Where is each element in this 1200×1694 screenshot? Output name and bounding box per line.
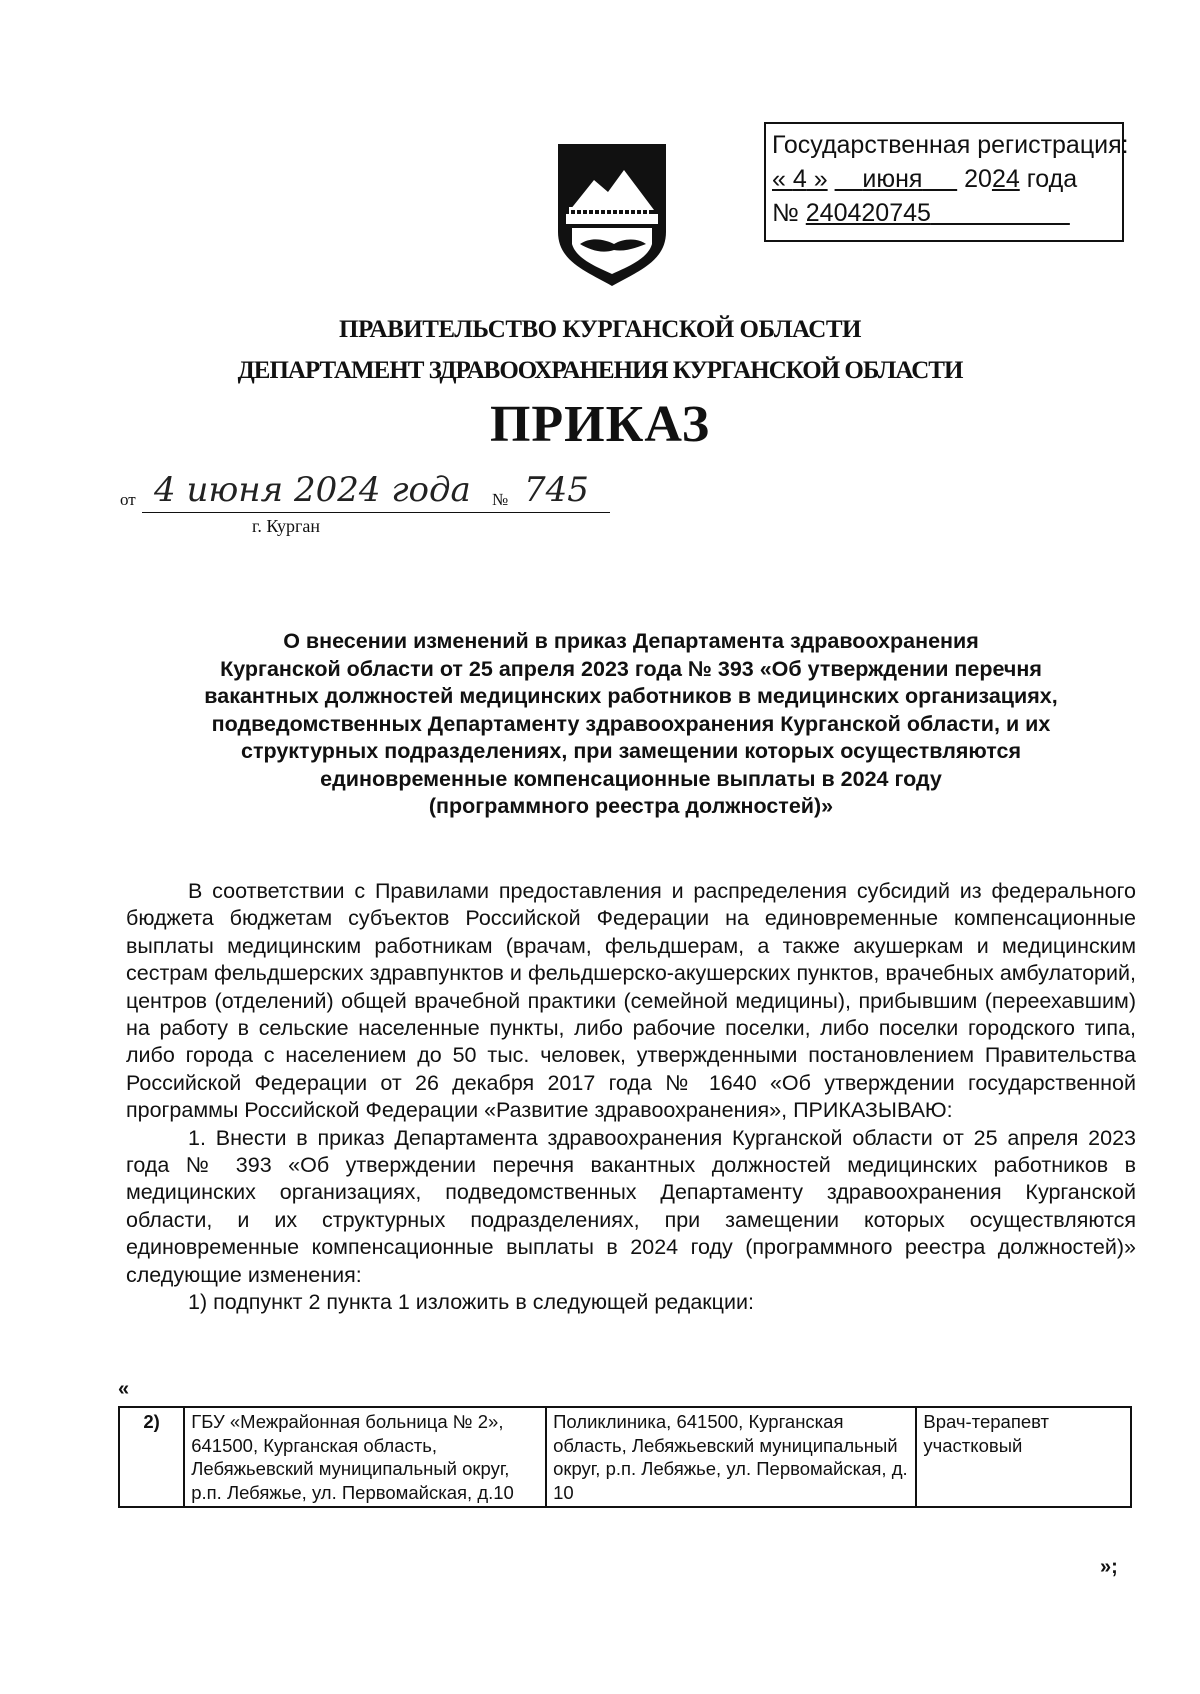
organization-cell: ГБУ «Межрайонная больница № 2», 641500, Курганская область, Лебяжьевский муниципальный округ, р.п. Лебяжье, ул. Первомайская, д.10 [184,1407,546,1507]
registration-number-line [772,196,1122,230]
registration-year-word: года [1026,165,1078,193]
coat-of-arms-icon [552,140,672,290]
preamble-paragraph: В соответствии с Правилами предоставления и распределения субсидий из федерального бюджета бюджетам субъектов Российской Федерации на единовременные компенсационные выплаты медицинским работникам (врачам, фельдшерам, а также акушеркам и медицинским сестрам фельдшерских здравпунктов и фельдшерско-акушерских пунктов, врачебных амбулаторий, центров (отделений) общей врачебной практики (семейной медицины), прибывшим (переехавшим) на работу в сельские населенные пункты, либо рабочие поселки, либо поселки городского типа, либо города с населением до 50 тыс. человек, утвержденными постановлением Правительства Российской Федерации от 26 декабря 2017 года № 1640 «Об утверждении государственной программы Российской Федерации «Развитие здравоохранения», ПРИКАЗЫВАЮ: [126,879,1136,1123]
registration-title: Государственная регистрация: [772,131,1129,159]
document-body [126,878,1136,1317]
positions-table [118,1406,1132,1508]
registration-number: 240420745 [805,199,931,227]
title-line: (программного реестра должностей)» [428,794,834,818]
registration-day: 4 [792,165,807,193]
registration-year-suffix: 24 [991,165,1020,193]
quote-close-mark: »; [1100,1556,1118,1578]
title-line: О внесении изменений в приказ Департамента здравоохранения [283,629,979,653]
order-city: г. Курган [252,516,321,536]
title-line: вакантных должностей медицинских работников в медицинских организациях, [204,684,1058,708]
order-date-handwritten: 4 июня 2024 года [154,470,471,510]
registration-year-prefix: 20 [964,165,992,193]
order-number-handwritten: 745 [524,470,589,510]
quote-open-mark: « [118,1378,130,1400]
row-number-cell: 2) [119,1407,184,1507]
order-date-number-line [120,470,610,516]
table-row [119,1407,1131,1507]
title-line: единовременные компенсационные выплаты в 2024 году [320,766,942,791]
document-title [126,628,1136,821]
order-number-label: № [492,490,509,509]
order-from-label: от [120,490,136,509]
position-cell: Врач-терапевт участковый [916,1407,1131,1507]
structural-unit-cell: Поликлиника, 641500, Курганская область, Лебяжьевский муниципальный округ, р.п. Лебяжье, ул. Первомайская, д. 10 [546,1407,916,1507]
registration-month: июня [862,165,923,193]
registration-date: « 4 » июня 2024 года [772,165,1078,193]
title-line: Курганской области от 25 апреля 2023 года № 393 «Об утверждении перечня [220,656,1042,681]
title-line: структурных подразделениях, при замещении которых осуществляются [241,739,1021,763]
department-heading: ДЕПАРТАМЕНТ ЗДРАВООХРАНЕНИЯ КУРГАНСКОЙ ОБЛАСТИ [237,357,963,384]
registration-stamp [764,122,1129,242]
order-line-underline [142,512,610,513]
registration-number-label: № [772,199,799,227]
document-type-heading: ПРИКАЗ [489,396,711,453]
subitem-1-paragraph: 1) подпункт 2 пункта 1 изложить в следующей редакции: [188,1290,754,1315]
government-heading: ПРАВИТЕЛЬСТВО КУРГАНСКОЙ ОБЛАСТИ [339,316,861,343]
item-1-paragraph: 1. Внести в приказ Департамента здравоохранения Курганской области от 25 апреля 2023 года № 393 «Об утверждении перечня вакантных должностей медицинских работников в медицинских организациях, подведомственных Департаменту здравоохранения Курганской области, и их структурных подразделениях, при замещении которых осуществляются единовременные компенсационные выплаты в 2024 году (программного реестра должностей)» следующие изменения: [126,1125,1136,1287]
title-line: подведомственных Департаменту здравоохранения Курганской области, и их [211,711,1051,736]
